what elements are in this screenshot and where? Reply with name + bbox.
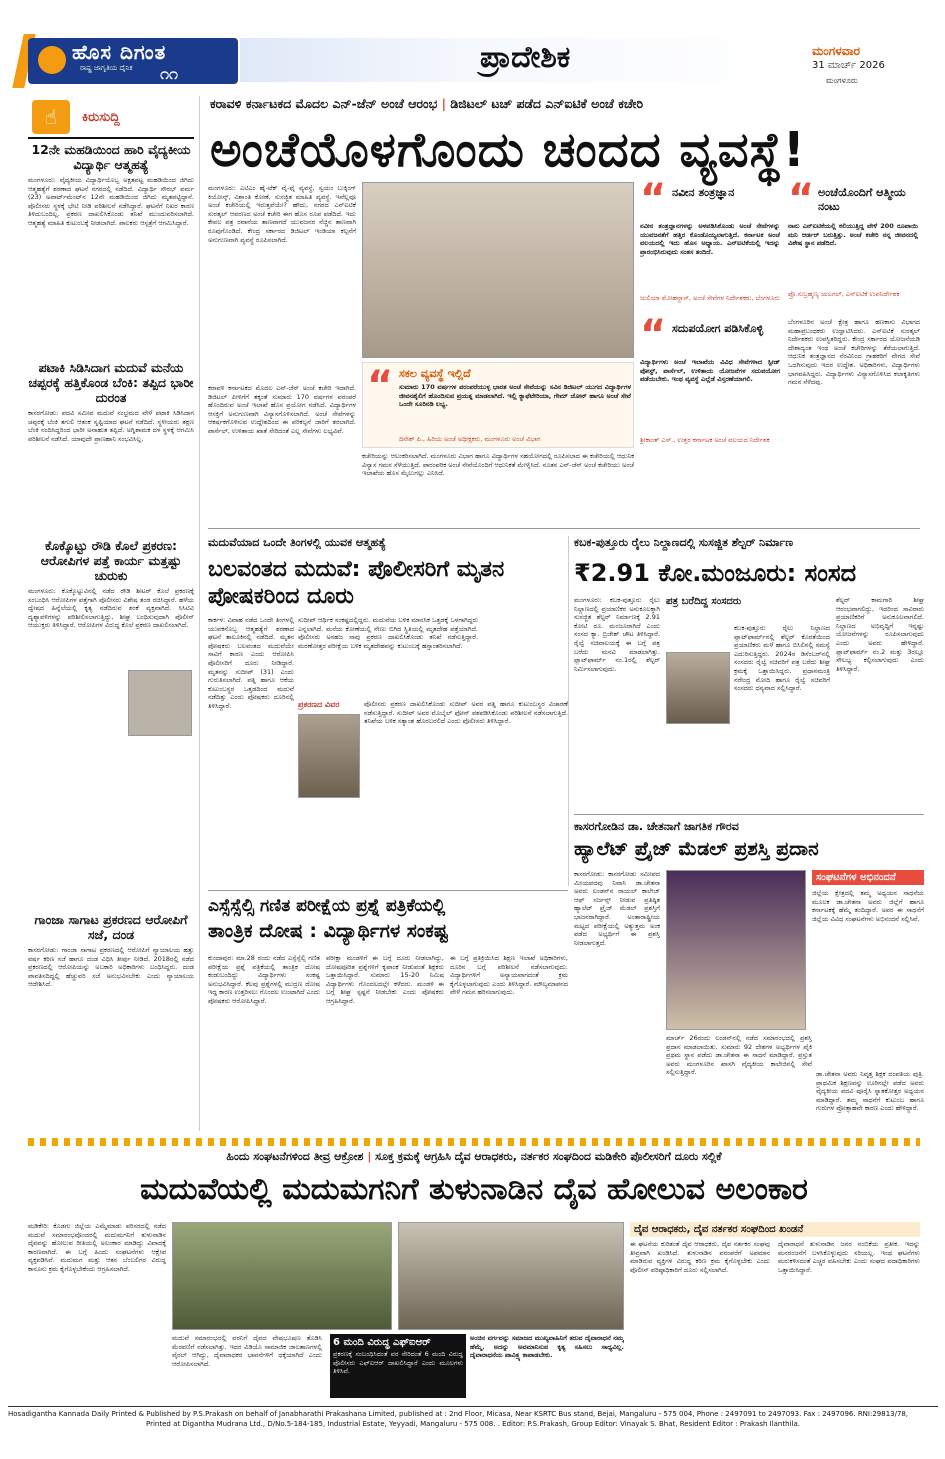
medal-body-3: ಡಾ.ಚೇತನಾ ಅವರು ನಿವೃತ್ತ ಶಿಕ್ಷಕ ದಂಪತಿಯ ಪುತ್ರಿ. ಪ್ರಾಥಮಿಕ ಶಿಕ್ಷಣವನ್ನು ಊರಿನಲ್ಲೇ ಪಡೆದ ಅವರು ವೈದ್ಯಕೀಯ ಪದವಿ ಪೂರೈಸಿ ಸ್ನಾತಕೋತ್ತರ ಅಧ್ಯಯನ ಮಾಡಿದ್ದಾರೆ. ತಮ್ಮ ಸಾಧನೆಗೆ ಕುಟುಂಬ ಹಾಗೂ ಗುರುಗಳ ಪ್ರೋತ್ಸಾಹವೇ ಕಾರಣ ಎಂದು ಹೇಳಿದ್ದಾರೆ.	[816, 1070, 924, 1113]
marriage-body-2: ಸುದೀಪ್ ಆರ್ಥಿಕ ಸಂಕಷ್ಟದಲ್ಲಿದ್ದರು. ಮದುವೆಯ ಬಳಿಕ ಮಾನಸಿಕ ಒತ್ತಡಕ್ಕೆ ಒಳಗಾಗಿದ್ದರು ಎನ್ನಲಾಗಿದೆ. ಮನೆಯ ಕೋಣೆಯಲ್ಲಿ ನೇಣು ಬಿಗಿದ ಸ್ಥಿತಿಯಲ್ಲಿ ಮೃತದೇಹ ಪತ್ತೆಯಾಗಿದೆ. ಪೊಲೀಸರು ಅಸಹಜ ಸಾವು ಪ್ರಕರಣ ದಾಖಲಿಸಿಕೊಂಡು ತನಿಖೆ ನಡೆಸುತ್ತಿದ್ದಾರೆ. ಮರಣೋತ್ತರ ಪರೀಕ್ಷೆಯ ಬಳಿಕ ಮೃತದೇಹವನ್ನು ಕುಟುಂಬಕ್ಕೆ ಹಸ್ತಾಂತರಿಸಲಾಗಿದೆ.	[298, 616, 478, 650]
quote-icon: “	[367, 363, 394, 409]
page-number: ೧೧	[160, 64, 178, 83]
quote-byline: ಶ್ರೀಕಾಂತ್ ಎಸ್., ಉತ್ತರ ಕರ್ನಾಟಕ ಅಂಚೆ ವಲಯದ ನಿರ್ದೇಶಕ	[640, 436, 770, 444]
award-photo	[666, 870, 806, 1030]
quote-text: ವಿದ್ಯಾರ್ಥಿಗಳು ಅಂಚೆ ಇಲಾಖೆಯ ವಿವಿಧ ಸೇವೆಗಳಾದ ಸ್ಪೀಡ್ ಪೋಸ್ಟ್, ಪಾರ್ಸೆಲ್, ಉಳಿತಾಯ ಯೋಜನೆಗಳ ಸದುಪಯೋಗ ಪಡೆಯಬೇಕು. ಇಂಥ ವ್ಯವಸ್ಥೆ ಎಲ್ಲೆಡೆ ವಿಸ್ತರಣೆಯಾಗಲಿ.	[640, 358, 780, 384]
quote-title: ಸದುಪಯೋಗ ಪಡಿಸಿಕೊಳ್ಳಿ	[672, 322, 764, 335]
kiru-story-headline: ಗಾಂಜಾ ಸಾಗಾಟ ಪ್ರಕರಣದ ಆರೋಪಿಗೆ ಸಜೆ, ದಂಡ	[34, 912, 188, 942]
marriage-subhead: ಪ್ರಕರಣದ ವಿವರ	[298, 700, 340, 709]
bottom-body-2: ಮದುವೆ ಸಮಾರಂಭದಲ್ಲಿ ವರನಿಗೆ ದೈವದ ವೇಷಭೂಷಣ ತೊಡಿಸಿ ಮೆರವಣಿಗೆ ನಡೆಸಲಾಗಿತ್ತು. ಇದರ ವಿಡಿಯೊ ಸಾಮಾಜಿಕ ಜಾಲತಾಣಗಳಲ್ಲಿ ವೈರಲ್ ಆಗಿದ್ದು, ದೈವಾರಾಧಕರ ಭಾವನೆಗಳಿಗೆ ಧಕ್ಕೆಯಾಗಿದೆ ಎಂದು ಆರೋಪಿಸಲಾಗಿದೆ.	[172, 1334, 322, 1368]
lead-body-1: ಮಂಗಳೂರು: ಎಟಿಎಂ ಹೈ-ಟೆಕ್ ವೈ-ಫೈ ವ್ಯವಸ್ಥೆ, ಸ್ವಯಂ ಬುಕ್ಕಿಂಗ್ ಕಿಯೋಸ್ಕ್, ವಿಶ್ರಾಂತಿ ಕೋಣೆ, ಸುಸಜ್ಜಿತ ಮಾಹಿತಿ ವ್ಯವಸ್ಥೆ. ಇವೆಲ್ಲವೂ ಅಂಚೆ ಕಚೇರಿಯಲ್ಲಿ ಇರುತ್ತವೆಯೇ? ಹೌದು, ನಗರದ ಎನ್ಐಟಿಕೆ ಸುರತ್ಕಲ್ ಆವರಣದ ಅಂಚೆ ಕಚೇರಿ ಈಗ ಹೊಸ ರೂಪ ಪಡೆದಿದೆ. ಇದು ಕೇವಲ ಪತ್ರ ರವಾನೆಯ ತಾಣವಾಗದೆ ಯುವಜನರ ನೆಚ್ಚಿನ ತಾಣವಾಗಿ ರೂಪುಗೊಂಡಿದೆ. ಕೇಂದ್ರ ಸರ್ಕಾರದ ಡಿಜಿಟಲ್ ಇಂಡಿಯಾ ಕಲ್ಪನೆಗೆ ಅನುಗುಣವಾಗಿ ವ್ಯವಸ್ಥೆ ರೂಪಿಸಲಾಗಿದೆ.	[208, 184, 356, 244]
main-quote-text: ಸುಮಾರು 170 ವರ್ಷಗಳ ಪರಂಪರೆಯುಳ್ಳ ಭಾರತ ಅಂಚೆ ಸೇವೆಯನ್ನು ಸವಿನ ಡಿಜಿಟಲ್ ಯುಗದ ವಿದ್ಯಾರ್ಥಿಗಳ ಜೀವನಶೈಲಿಗೆ ಹೊಂದಿಸುವ ಪ್ರಯತ್ನ ಮಾಡಲಾಗಿದೆ. ಇಲ್ಲಿ ಕ್ಯಾಫೆಟೇರಿಯಾ, ಗೇಮ್ ಜೋನ್ ಹಾಗೂ ಅಂಚೆ ಸೇವೆ ಒಂದೇ ಸೂರಿನಡಿ ಲಭ್ಯ.	[399, 383, 631, 409]
paper-tagline: ರಾಷ್ಟ್ರ ಜಾಗೃತಿಯ ದೈನಿಕ	[80, 64, 133, 72]
marriage-kicker: ಮದುವೆಯಾದ ಒಂದೇ ತಿಂಗಳಲ್ಲಿ ಯುವಕ ಆತ್ಮಹತ್ಯೆ	[208, 536, 386, 549]
main-quote-byline: ದಿನೇಶ್ ಪಿ., ಹಿರಿಯ ಅಂಚೆ ಅಧೀಕ್ಷಕರು, ಮಂಗಳೂರು ಅಂಚೆ ವಿಭಾಗ	[399, 435, 541, 443]
kiru-story-body: ಕಾಸರಗೋಡು: ಗಾಂಜಾ ಸಾಗಾಟ ಪ್ರಕರಣದಲ್ಲಿ ಆರೋಪಿಗೆ ನ್ಯಾಯಾಲಯ ಹತ್ತು ವರ್ಷ ಕಠಿಣ ಸಜೆ ಹಾಗೂ ದಂಡ ವಿಧಿಸಿ ತೀರ್ಪು ನೀಡಿದೆ. 2018ರಲ್ಲಿ ನಡೆದ ಪ್ರಕರಣದಲ್ಲಿ ಆರೋಪಿಯನ್ನು ಅಬಕಾರಿ ಅಧಿಕಾರಿಗಳು ಬಂಧಿಸಿದ್ದರು. ದಂಡ ಪಾವತಿಸದಿದ್ದಲ್ಲಿ ಹೆಚ್ಚುವರಿ ಸಜೆ ಅನುಭವಿಸಬೇಕು ಎಂದು ನ್ಯಾಯಾಲಯ ಆದೇಶಿಸಿದೆ.	[28, 946, 194, 989]
victim-photo	[298, 714, 360, 798]
medal-kicker: ಕಾಸರಗೋಡಿನ ಡಾ. ಚೇತನಾಗೆ ಜಾಗತಿಕ ಗೌರವ	[574, 820, 739, 833]
exam-body-1: ಕುಂದಾಪುರ: ಮಾ.28 ರಂದು ನಡೆದ ಎಸ್ಸೆಸ್ಸೆಲ್ಸಿ ಗಣಿತ ಪರೀಕ್ಷೆಯ ಪ್ರಶ್ನೆ ಪತ್ರಿಕೆಯಲ್ಲಿ ತಾಂತ್ರಿಕ ದೋಷ ಕಂಡುಬಂದಿದ್ದು ವಿದ್ಯಾರ್ಥಿಗಳು ಸಂಕಷ್ಟ ಅನುಭವಿಸಿದ್ದಾರೆ. ಕೆಲವು ಪ್ರಶ್ನೆಗಳಲ್ಲಿ ಮುದ್ರಣ ದೋಷ ಇದ್ದ ಕಾರಣ ಉತ್ತರಿಸಲು ಗೊಂದಲ ಉಂಟಾಗಿದೆ ಎಂದು ಪೋಷಕರು ಆರೋಪಿಸಿದ್ದಾರೆ.	[208, 954, 320, 1005]
main-quote-box	[362, 362, 634, 448]
footer-line-1: Hosadigantha Kannada Daily Printed & Published by P.S.Prakash on behalf of Janabharathi Prakashana Limited, published at : 2nd Floor, Micasa, Near KSRTC Bus stand, Bejai, Mangaluru - 575 004, Phone : 2497091 to 2497093. Fax : 2497096. RNI:29813/78,	[8, 1410, 909, 1418]
quote-box-3	[788, 176, 918, 308]
bottom-body-1: ಮಡಿಕೇರಿ: ಕೊಡಗು ಜಿಲ್ಲೆಯ ಎಮ್ಮೆಮಾಡು ಪರಿಸರದಲ್ಲಿ ನಡೆದ ಮದುವೆ ಸಮಾರಂಭವೊಂದರಲ್ಲಿ ಮದುಮಗನಿಗೆ ತುಳುನಾಡಿನ ದೈವವನ್ನು ಹೋಲುವ ರೀತಿಯಲ್ಲಿ ಅಲಂಕಾರ ಮಾಡಿದ್ದು ವಿವಾದಕ್ಕೆ ಕಾರಣವಾಗಿದೆ. ಈ ಬಗ್ಗೆ ಹಿಂದು ಸಂಘಟನೆಗಳು ಆಕ್ಷೇಪ ವ್ಯಕ್ತಪಡಿಸಿವೆ. ಮದುಮಗ ಮತ್ತು ಆತನ ಬೆಂಬಲಿಗರ ವಿರುದ್ಧ ಕಾನೂನು ಕ್ರಮ ಕೈಗೊಳ್ಳಬೇಕೆಂದು ಆಗ್ರಹಿಸಲಾಗಿದೆ.	[28, 1222, 166, 1273]
lead-kicker-right: ಡಿಜಿಟಲ್ ಟಚ್ ಪಡೆದ ಎನ್ಐಟಿಕೆ ಅಂಚೆ ಕಚೇರಿ	[450, 96, 644, 111]
lead-body-4: ಬೆಂಗಳೂರಿನ ಅಂಚೆ ಕ್ಷೇತ್ರ ಹಾಗೂ ಹಣಕಾಸು ವಿಭಾಗದ ಮಹಾಪ್ರಬಂಧಕರು ಉದ್ಘಾಟಿಸಿದರು. ಎನ್ಐಟಿಕೆ ಸುರತ್ಕಲ್ ನಿರ್ದೇಶಕರು ಉಪಸ್ಥಿತರಿದ್ದರು. ಕೇಂದ್ರ ಸರ್ಕಾರದ ಯೋಜನೆಯಡಿ ದೇಶಾದ್ಯಂತ ಇಂಥ ಅಂಚೆ ಕಚೇರಿಗಳನ್ನು ತೆರೆಯಲಾಗುತ್ತಿದೆ. ಆಧುನಿಕ ತಂತ್ರಜ್ಞಾನದ ನೆರವಿನಿಂದ ಗ್ರಾಹಕರಿಗೆ ವೇಗದ ಸೇವೆ ಒದಗಿಸುವುದು ಇದರ ಉದ್ದೇಶ. ಅಧಿಕಾರಿಗಳು, ವಿದ್ಯಾರ್ಥಿಗಳು ಭಾಗವಹಿಸಿದ್ದರು. ವಿದ್ಯಾರ್ಥಿಗಳು ವಿನ್ಯಾಸಗೊಳಿಸಿದ ಕಲಾಕೃತಿಗಳು ಗಮನ ಸೆಳೆದವು.	[788, 318, 920, 387]
bottom-kicker-left: ಹಿಂದು ಸಂಘಟನೆಗಳಿಂದ ತೀವ್ರ ಆಕ್ರೋಶ	[226, 1150, 364, 1163]
railway-body-1: ಮಂಗಳೂರು: ಕಬಕ-ಪುತ್ತೂರು ರೈಲು ನಿಲ್ದಾಣದಲ್ಲಿ ಪ್ರಯಾಣಿಕರ ಅನುಕೂಲಕ್ಕಾಗಿ ಸುಸಜ್ಜಿತ ಶೆಲ್ಟರ್ ನಿರ್ಮಾಣಕ್ಕೆ 2.91 ಕೋಟಿ ರೂ. ಮಂಜೂರಾಗಿದೆ ಎಂದು ಸಂಸದ ಕ್ಯಾ. ಬ್ರಿಜೇಶ್ ಚೌಟ ತಿಳಿಸಿದ್ದಾರೆ. ರೈಲ್ವೆ ಸಚಿವಾಲಯಕ್ಕೆ ಈ ಬಗ್ಗೆ ಪತ್ರ ಬರೆದು ಮನವಿ ಮಾಡಲಾಗಿತ್ತು. ಪ್ಲಾಟ್‌ಫಾರ್ಮ್ ನಂ.1ರಲ್ಲಿ ಶೆಲ್ಟರ್ ನಿರ್ಮಿಸಲಾಗುವುದು.	[574, 596, 660, 673]
quote-text: ನಾನು ಎನ್ಐಟಿಕೆಯಲ್ಲಿ ಕಲಿಯುತ್ತಿದ್ದ ವೇಳೆ 200 ರೂಪಾಯಿ ಮನಿ ಆರ್ಡರ್ ಬರುತ್ತಿತ್ತು. ಅಂಚೆ ಕಚೇರಿ ನನ್ನ ಜೀವನದಲ್ಲಿ ವಿಶೇಷ ಸ್ಥಾನ ಪಡೆದಿದೆ.	[788, 222, 918, 248]
bottom-right-head: ದೈವ ಆರಾಧಕರು, ದೈವ ನರ್ತಕರ ಸಂಘದಿಂದ ಖಂಡನೆ	[630, 1222, 920, 1237]
quote-icon: “	[640, 312, 667, 358]
kiru-story-body: ಮಂಗಳೂರು: ವೈದ್ಯಕೀಯ ವಿದ್ಯಾರ್ಥಿಯೊಬ್ಬ ಅಕ್ಷತಪಟ್ಟ ಮಹಡಿಯಿಂದ ಜಿಗಿದು ಆತ್ಮಹತ್ಯೆಗೆ ಶರಣಾದ ಘಟನೆ ನಗರದಲ್ಲಿ ನಡೆದಿದೆ. ವಿದ್ಯಾರ್ಥಿ ಸೌರಭ್ ವರ್ಮ (23) ಅಪಾರ್ಟ್‌ಮೆಂಟ್‌ನ 12ನೇ ಮಹಡಿಯಿಂದ ಜಿಗಿದು ಮೃತಪಟ್ಟಿದ್ದಾನೆ. ಪೊಲೀಸರು ಸ್ಥಳಕ್ಕೆ ಭೇಟಿ ನೀಡಿ ಪರಿಶೀಲನೆ ನಡೆಸಿದ್ದಾರೆ. ಘಟನೆಗೆ ನಿಖರ ಕಾರಣ ತಿಳಿದುಬಂದಿಲ್ಲ. ಪ್ರಕರಣ ದಾಖಲಿಸಿಕೊಂಡು ತನಿಖೆ ಮುಂದುವರಿಸಲಾಗಿದೆ. ಆತ್ಮಹತ್ಯೆ ಮಾಹಿತಿ ಕುಟುಂಬಕ್ಕೆ ನೀಡಲಾಗಿದೆ. ಪಾಲಕರು ಆಸ್ಪತ್ರೆಗೆ ಆಗಮಿಸಿದ್ದಾರೆ.	[28, 176, 194, 227]
column-rule	[199, 96, 200, 1131]
medal-box-title: ಸಂಘಟನೆಗಳ ಅಭಿನಂದನೆ	[812, 870, 924, 885]
lead-kicker-left: ಕರಾವಳಿ ಕರ್ನಾಟಕದ ಮೊದಲ ಎನ್-ಜೆನ್ ಅಂಚೆ ಆರಂಭ	[210, 96, 438, 111]
bottom-right-body-1: ಈ ಘಟನೆಯ ಕುರಿತಂತೆ ದೈವ ಆರಾಧಕರು, ದೈವ ನರ್ತಕರ ಸಂಘವು ತೀವ್ರವಾಗಿ ಖಂಡಿಸಿದೆ. ತುಳುನಾಡಿನ ಪರಂಪರೆಗೆ ಅಪಮಾನ ಮಾಡಿರುವ ವ್ಯಕ್ತಿಗಳ ವಿರುದ್ಧ ಕಠಿಣ ಕ್ರಮ ಕೈಗೊಳ್ಳಬೇಕು ಎಂದು ಪೊಲೀಸ್ ವರಿಷ್ಠಾಧಿಕಾರಿಗೆ ದೂರು ಸಲ್ಲಿಸಲಾಗಿದೆ.	[630, 1240, 770, 1274]
marriage-body-1: ಕಾರ್ಕಳ: ವಿವಾಹ ನಡೆದ ಒಂದೇ ತಿಂಗಳಲ್ಲಿ ಯುವಕನೊಬ್ಬ ಆತ್ಮಹತ್ಯೆಗೆ ಶರಣಾದ ಘಟನೆ ತಾಲೂಕಿನಲ್ಲಿ ನಡೆದಿದೆ. ಮೃತನ ಪೋಷಕರು ಬಲವಂತದ ಮದುವೆಯೇ ಸಾವಿಗೆ ಕಾರಣ ಎಂದು ಆರೋಪಿಸಿ ಪೊಲೀಸರಿಗೆ ದೂರು ನೀಡಿದ್ದಾರೆ. ಮೃತನನ್ನು ಸುದೀಪ್ (31) ಎಂದು ಗುರುತಿಸಲಾಗಿದೆ. ಪತ್ನಿ ಹಾಗೂ ಆಕೆಯ ಕುಟುಂಬಸ್ಥರ ಒತ್ತಡದಿಂದ ಮದುವೆ ನಡೆದಿತ್ತು ಎಂದು ಪೋಷಕರು ದೂರಿನಲ್ಲಿ ತಿಳಿಸಿದ್ದಾರೆ.	[208, 616, 294, 710]
kiru-story-body: ಕಾಸರಗೋಡು: ಪದವಿ ಸಮೀಪ ಮದುವೆ ಸಂಭ್ರಮದ ವೇಳೆ ಪಟಾಕಿ ಸಿಡಿಸಿದಾಗ ಚಪ್ಪರಕ್ಕೆ ಬೆಂಕಿ ತಗುಲಿ ಆತಂಕ ಸೃಷ್ಟಿಯಾದ ಘಟನೆ ನಡೆದಿದೆ. ಸ್ಥಳೀಯರು ತಕ್ಷಣ ಬೆಂಕಿ ನಂದಿಸಿದ್ದರಿಂದ ಭಾರೀ ಅನಾಹುತ ತಪ್ಪಿದೆ. ಅಗ್ನಿಶಾಮಕ ದಳ ಸ್ಥಳಕ್ಕೆ ಆಗಮಿಸಿ ಪರಿಶೀಲನೆ ನಡೆಸಿದೆ. ಯಾವುದೇ ಪ್ರಾಣಹಾನಿ ಸಂಭವಿಸಿಲ್ಲ.	[28, 409, 194, 443]
kiru-story-1	[28, 142, 194, 370]
paper-name: ಹೊಸ ದಿಗಂತ	[72, 40, 167, 64]
inauguration-photo	[362, 182, 634, 358]
mp-photo	[666, 652, 730, 724]
quote-text: ನವೀನ ತಂತ್ರಜ್ಞಾನಗಳನ್ನು ಅಳವಡಿಸಿಕೊಂಡು ಅಂಚೆ ಸೇವೆಗಳನ್ನು ಯುವಜನತೆಗೆ ಹತ್ತಿರ ಕೊಂಡೊಯ್ಯಲಾಗುತ್ತಿದೆ. ಕರ್ನಾಟಕ ಅಂಚೆ ವಲಯದಲ್ಲಿ ಇದು ಹೊಸ ಅಧ್ಯಾಯ. ಎನ್ಐಟಿಕೆಯಲ್ಲಿ ಇದನ್ನು ಪ್ರಾರಂಭಿಸಿರುವುದು ಸಂತಸ ತಂದಿದೆ.	[640, 222, 780, 256]
bottom-headline: ಮದುವೆಯಲ್ಲಿ ಮದುಮಗನಿಗೆ ತುಳುನಾಡಿನ ದೈವ ಹೋಲುವ ಅಲಂಕಾರ	[140, 1172, 808, 1207]
quote-title: ಅಂಚೆಯೊಂದಿಗೆ ಆತ್ಮೀಯ ನಂಟು	[818, 186, 906, 213]
marriage-body-3: ಪೊಲೀಸರು ಪ್ರಕರಣ ದಾಖಲಿಸಿಕೊಂಡು ಸುದೀಪ್ ಅವರ ಪತ್ನಿ ಹಾಗೂ ಕುಟುಂಬಸ್ಥರ ವಿಚಾರಣೆ ನಡೆಸುತ್ತಿದ್ದಾರೆ. ಸುದೀಪ್ ಅವರ ಮೊಬೈಲ್ ಫೋನ್ ವಶಪಡಿಸಿಕೊಂಡು ಪರಿಶೀಲನೆ ನಡೆಸಲಾಗುತ್ತಿದೆ. ತನಿಖೆಯ ಬಳಿಕ ಸತ್ಯಾಂಶ ಹೊರಬರಲಿದೆ ಎಂದು ಪೊಲೀಸರು ತಿಳಿಸಿದ್ದಾರೆ.	[364, 700, 568, 726]
bottom-quote: ಅಂಚಿನ ವರ್ಗವನ್ನು ಸಮಾಜದ ಮುಖ್ಯವಾಹಿನಿಗೆ ತರುವ ದೈವಾರಾಧನೆ ನಮ್ಮ ಹೆಮ್ಮೆ. ಅದನ್ನು ಅವಮಾನಿಸುವ ಕೃತ್ಯ ಸಹಿಸಲು ಸಾಧ್ಯವಿಲ್ಲ. ದೈವಾರಾಧನೆಯ ಪಾವಿತ್ರ್ಯ ಕಾಪಾಡಬೇಕು.	[470, 1334, 624, 1360]
kiru-story-body: ಮಂಗಳೂರು: ಕೊಕ್ಕೊಟ್ಟುವಿನಲ್ಲಿ ನಡೆದ ರೌಡಿ ಶೀಟರ್ ಕೊಲೆ ಪ್ರಕರಣಕ್ಕೆ ಸಂಬಂಧಿಸಿ ಆರೋಪಿಗಳ ಪತ್ತೆಗಾಗಿ ಪೊಲೀಸರು ವಿಶೇಷ ತಂಡ ರಚಿಸಿದ್ದಾರೆ. ಹಳೆಯ ದ್ವೇಷದ ಹಿನ್ನೆಲೆಯಲ್ಲಿ ಕೃತ್ಯ ನಡೆದಿರುವ ಶಂಕೆ ವ್ಯಕ್ತವಾಗಿದೆ. ಸಿಸಿಟಿವಿ ದೃಶ್ಯಾವಳಿಗಳನ್ನು ಪರಿಶೀಲಿಸಲಾಗುತ್ತಿದ್ದು, ಶೀಘ್ರ ಬಂಧಿಸುವುದಾಗಿ ಪೊಲೀಸ್ ಆಯುಕ್ತರು ತಿಳಿಸಿದ್ದಾರೆ. ಆರೋಪಿಗಳ ವಿರುದ್ಧ ಕೊಲೆ ಪ್ರಕರಣ ದಾಖಲಿಸಲಾಗಿದೆ.	[28, 587, 194, 630]
railway-headline: ₹2.91 ಕೋ.ಮಂಜೂರು: ಸಂಸದ	[574, 559, 857, 587]
bottom-kicker-right: ಸೂಕ್ತ ಕ್ರಮಕ್ಕೆ ಆಗ್ರಹಿಸಿ ದೈವ ಆರಾಧಕರು, ನರ್ತಕರ ಸಂಘದಿಂದ ಮಡಿಕೇರಿ ಪೊಲೀಸರಿಗೆ ದೂರು ಸಲ್ಲಿಕೆ	[375, 1150, 722, 1163]
fir-badge-title: 6 ಮಂದಿ ವಿರುದ್ಧ ಎಫ್ಐಆರ್	[333, 1337, 431, 1348]
column-rule	[568, 536, 569, 886]
railway-body-3: ಶೆಲ್ಟರ್ ಕಾಮಗಾರಿ ಶೀಘ್ರ ಆರಂಭವಾಗಲಿದ್ದು, ಇದರಿಂದ ಸಾವಿರಾರು ಪ್ರಯಾಣಿಕರಿಗೆ ಅನುಕೂಲವಾಗಲಿದೆ. ನಿಲ್ದಾಣದ ಅಭಿವೃದ್ಧಿಗೆ ಇನ್ನಷ್ಟು ಯೋಜನೆಗಳನ್ನು ರೂಪಿಸಲಾಗುವುದು ಎಂದು ಅವರು ಹೇಳಿದ್ದಾರೆ. ಪ್ಲಾಟ್‌ಫಾರ್ಮ್ ನಂ.2 ಮತ್ತು 3ರಲ್ಲೂ ಸೌಲಭ್ಯ ಕಲ್ಪಿಸಲಾಗುವುದು ಎಂದು ತಿಳಿಸಿದ್ದಾರೆ.	[836, 596, 924, 673]
logo-emblem-icon	[38, 46, 66, 74]
exam-body-3: ಈ ಬಗ್ಗೆ ಪ್ರತಿಕ್ರಿಯಿಸಿದ ಶಿಕ್ಷಣ ಇಲಾಖೆ ಅಧಿಕಾರಿಗಳು, ದೂರಿನ ಬಗ್ಗೆ ಪರಿಶೀಲನೆ ನಡೆಸಲಾಗುವುದು. ವಿದ್ಯಾರ್ಥಿಗಳಿಗೆ ಅನ್ಯಾಯವಾಗದಂತೆ ಕ್ರಮ ಕೈಗೊಳ್ಳಲಾಗುವುದು ಎಂದು ತಿಳಿಸಿದ್ದಾರೆ. ಮೌಲ್ಯಮಾಪನದ ವೇಳೆ ಗಮನ ಹರಿಸಲಾಗುವುದು.	[450, 954, 568, 997]
lead-headline: ಅಂಚೆಯೊಳಗೊಂದು ಚಂದದ ವ್ಯವಸ್ಥೆ!	[210, 122, 806, 178]
kiru-story-headline: 12ನೇ ಮಹಡಿಯಿಂದ ಹಾರಿ ವೈದ್ಯಕೀಯ ವಿದ್ಯಾರ್ಥಿ ಆತ್ಮಹತ್ಯೆ	[31, 142, 191, 172]
railway-kicker: ಕಬಕ-ಪುತ್ತೂರು ರೈಲು ನಿಲ್ದಾಣದಲ್ಲಿ ಸುಸಜ್ಜಿತ ಶೆಲ್ಟರ್ ನಿರ್ಮಾಣ	[574, 536, 794, 549]
exam-headline: ತಾಂತ್ರಿಕ ದೋಷ : ವಿದ್ಯಾರ್ಥಿಗಳ ಸಂಕಷ್ಟ	[208, 920, 449, 942]
quote-title: ನವೀನ ತಂತ್ರಜ್ಞಾನ	[672, 186, 735, 199]
divider	[208, 528, 920, 529]
lead-body-3: ಕಚೇರಿಯನ್ನು ಆಲಂಕರಿಸಲಾಗಿದೆ. ಮಂಗಳೂರು ವಿಭಾಗ ಹಾಗೂ ವಿದ್ಯಾರ್ಥಿಗಳ ಸಹಯೋಗದಲ್ಲಿ ರೂಪಿಸಲಾದ ಈ ಕಚೇರಿಯಲ್ಲಿ ಆಧುನಿಕ ವಿನ್ಯಾಸ ಗಮನ ಸೆಳೆಯುತ್ತಿದೆ. ಪಾರಂಪರಿಕ ಅಂಚೆ ಸೇವೆಯೊಂದಿಗೆ ಆಧುನಿಕತೆ ಮೇಳೈಸಿದೆ. ನೂತನ ಎನ್-ಜೆನ್ ಅಂಚೆ ಕಚೇರಿಯು ಅಂಚೆ ಇಲಾಖೆಯ ಹೊಸ ಮೈಲುಗಲ್ಲು ಎನಿಸಿದೆ.	[362, 452, 634, 478]
railway-box-title: ಪತ್ರ ಬರೆದಿದ್ದ ಸಂಸದರು	[666, 596, 742, 607]
bottom-kicker: ಹಿಂದು ಸಂಘಟನೆಗಳಿಂದ ತೀವ್ರ ಆಕ್ರೋಶ | ಸೂಕ್ತ ಕ್ರಮಕ್ಕೆ ಆಗ್ರಹಿಸಿ ದೈವ ಆರಾಧಕರು, ನರ್ತಕರ ಸಂಘದಿಂದ ಮಡಿಕೇರಿ ಪೊಲೀಸರಿಗೆ ದೂರು ಸಲ್ಲಿಕೆ	[226, 1150, 722, 1163]
kiru-story-3	[28, 538, 194, 669]
quote-icon: “	[640, 176, 667, 222]
masthead-logo	[28, 38, 238, 84]
section-title: ಪ್ರಾದೇಶಿಕ	[480, 40, 571, 75]
medal-box-body: ಜಿಲ್ಲೆಯ ಕ್ಷೇತ್ರದಲ್ಲಿ ತಮ್ಮ ಅಧ್ಯಯನ ಸಾಧನೆಯ ಮೂಲಕ ಡಾ.ಚೇತನಾ ಅವರು ಜಿಲ್ಲೆಗೆ ಹಾಗೂ ಕರ್ನಾಟಕಕ್ಕೆ ಹೆಮ್ಮೆ ತಂದಿದ್ದಾರೆ. ಅವರ ಈ ಸಾಧನೆಗೆ ಜಿಲ್ಲೆಯ ವಿವಿಧ ಸಂಘಟನೆಗಳು ಅಭಿನಂದನೆ ಸಲ್ಲಿಸಿವೆ.	[812, 889, 924, 923]
medal-headline: ಹ್ಯಾಲೆಟ್ ಪ್ರೈಜ್ ಮೆಡಲ್ ಪ್ರಶಸ್ತಿ ಪ್ರದಾನ	[574, 838, 819, 860]
medal-body-1: ಕಾಸರಗೋಡು: ಕಾಸರಗೋಡು ಸಮೀಪದ ಮೀಯಪದವು ನಿವಾಸಿ ಡಾ.ಚೇತನಾ ಅವರು ಲಂಡನ್‌ನ ರಾಯಲ್ ಕಾಲೇಜ್ ಆಫ್ ಸರ್ಜನ್ಸ್ ನೀಡುವ ಪ್ರತಿಷ್ಠಿತ ಹ್ಯಾಲೆಟ್ ಪ್ರೈಜ್ ಮೆಡಲ್ ಪ್ರಶಸ್ತಿಗೆ ಭಾಜನರಾಗಿದ್ದಾರೆ. ಅಂತಾರಾಷ್ಟ್ರೀಯ ಮಟ್ಟದ ಪರೀಕ್ಷೆಯಲ್ಲಿ ಅತ್ಯುತ್ತಮ ಅಂಕ ಪಡೆದ ಅಭ್ಯರ್ಥಿಗೆ ಈ ಪ್ರಶಸ್ತಿ ನೀಡಲಾಗುತ್ತದೆ.	[574, 870, 660, 947]
medal-box	[812, 870, 924, 1066]
kirusuddi-title: ಕಿರುಸುದ್ದಿ	[82, 110, 120, 125]
fir-badge-text: ಪ್ರಕರಣಕ್ಕೆ ಸಂಬಂಧಿಸಿದಂತೆ ವರ ಸೇರಿದಂತೆ 6 ಮಂದಿ ವಿರುದ್ಧ ಪೊಲೀಸರು ಎಫ್ಐಆರ್ ದಾಖಲಿಸಿದ್ದಾರೆ ಎಂದು ಮೂಲಗಳು ತಿಳಿಸಿವೆ.	[333, 1350, 463, 1376]
issue-date: 31 ಮಾರ್ಚ್ 2026	[812, 60, 885, 71]
fir-badge	[330, 1334, 466, 1398]
quote-byline: ಪ್ರೊ.ಸುಬ್ರಹ್ಮಣ್ಯ ಯಲಗಲ್, ಎನ್ಐಟಿಕೆ ಉಪನಿರ್ದೇಶಕ	[788, 290, 900, 298]
lead-body-2: ಕರಾವಳಿ ಕರ್ನಾಟಕದ ಮೊದಲ ಎನ್-ಜೆನ್ ಅಂಚೆ ಕಚೇರಿ ಇದಾಗಿದೆ. ಡಿಜಿಟಲ್ ಪೀಳಿಗೆಗೆ ತಕ್ಕಂತೆ ಸುಮಾರು 170 ವರ್ಷಗಳ ಪರಂಪರೆ ಹೊಂದಿರುವ ಅಂಚೆ ಇಲಾಖೆ ಹೊಸ ಪ್ರಯೋಗ ನಡೆಸಿದೆ. ವಿದ್ಯಾರ್ಥಿಗಳ ಆಸಕ್ತಿಗೆ ಅನುಗುಣವಾಗಿ ವಿನ್ಯಾಸಗೊಳಿಸಲಾಗಿದೆ. ಅಂಚೆ ಸೇವೆಗಳನ್ನು ಆಕರ್ಷಕಗೊಳಿಸುವ ಉದ್ದೇಶದಿಂದ ಈ ಪರಿಕಲ್ಪನೆ ಜಾರಿಗೆ ತರಲಾಗಿದೆ. ಪಾರ್ಸೆಲ್, ಉಳಿತಾಯ ಖಾತೆ ಸೇರಿದಂತೆ ಎಲ್ಲ ಸೇವೆಗಳು ಲಭ್ಯವಿವೆ.	[208, 384, 356, 435]
kiru-story-4	[28, 912, 194, 1136]
footer-rule	[8, 1406, 938, 1407]
kiru-story-2	[28, 360, 194, 529]
medal-body-2: ಮಾರ್ಚ್ 26ರಂದು ಲಂಡನ್‌ನಲ್ಲಿ ನಡೆದ ಸಮಾರಂಭದಲ್ಲಿ ಪ್ರಶಸ್ತಿ ಪ್ರದಾನ ಮಾಡಲಾಯಿತು. ಸುಮಾರು 92 ದೇಶಗಳ ಅಭ್ಯರ್ಥಿಗಳ ಪೈಕಿ ಪ್ರಥಮ ಸ್ಥಾನ ಪಡೆದು ಡಾ.ಚೇತನಾ ಈ ಸಾಧನೆ ಮಾಡಿದ್ದಾರೆ. ಪ್ರಸ್ತುತ ಅವರು ಮಂಗಳೂರಿನ ಖಾಸಗಿ ವೈದ್ಯಕೀಯ ಕಾಲೇಜಿನಲ್ಲಿ ಸೇವೆ ಸಲ್ಲಿಸುತ್ತಿದ್ದಾರೆ.	[666, 1034, 812, 1077]
divider	[208, 890, 568, 891]
quote-box-2	[640, 312, 780, 454]
exam-body-2: ಪರೀಕ್ಷಾ ಮಂಡಳಿಗೆ ಈ ಬಗ್ಗೆ ದೂರು ನೀಡಲಾಗಿದ್ದು, ದೋಷಪೂರಿತ ಪ್ರಶ್ನೆಗಳಿಗೆ ಕೃಪಾಂಕ ನೀಡುವಂತೆ ಶಿಕ್ಷಕರು ಒತ್ತಾಯಿಸಿದ್ದಾರೆ. ಸುಮಾರು 15-20 ನಿಮಿಷ ವಿದ್ಯಾರ್ಥಿಗಳು ಗೊಂದಲದಲ್ಲೇ ಕಳೆದರು. ಮಂಡಳಿ ಈ ಬಗ್ಗೆ ಶೀಘ್ರ ಸ್ಪಷ್ಟನೆ ನೀಡಬೇಕು ಎಂದು ಪೋಷಕರು ಆಗ್ರಹಿಸಿದ್ದಾರೆ.	[326, 954, 444, 1005]
accused-photo	[128, 670, 192, 736]
hand-icon: ☝	[32, 100, 70, 134]
divider	[28, 137, 194, 139]
lead-kicker: ಕರಾವಳಿ ಕರ್ನಾಟಕದ ಮೊದಲ ಎನ್-ಜೆನ್ ಅಂಚೆ ಆರಂಭ | ಡಿಜಿಟಲ್ ಟಚ್ ಪಡೆದ ಎನ್ಐಟಿಕೆ ಅಂಚೆ ಕಚೇರಿ	[210, 96, 644, 111]
complaint-photo	[398, 1222, 624, 1330]
railway-body-2: ಕಬಕ-ಪುತ್ತೂರು ರೈಲು ನಿಲ್ದಾಣದ ಪ್ಲಾಟ್‌ಫಾರ್ಮ್‌ನಲ್ಲಿ ಶೆಲ್ಟರ್ ಕೊರತೆಯಿಂದ ಪ್ರಯಾಣಿಕರು ಮಳೆ ಹಾಗೂ ಬಿಸಿಲಿನಲ್ಲಿ ಸಮಸ್ಯೆ ಎದುರಿಸುತ್ತಿದ್ದರು. 2024ರ ಡಿಸೆಂಬರ್‌ನಲ್ಲಿ ಸಂಸದರು ರೈಲ್ವೆ ಸಚಿವರಿಗೆ ಪತ್ರ ಬರೆದು ಶೀಘ್ರ ಕ್ರಮಕ್ಕೆ ಒತ್ತಾಯಿಸಿದ್ದರು. ಪ್ರಧಾನಮಂತ್ರಿ ನರೇಂದ್ರ ಮೋದಿ ಹಾಗೂ ರೈಲ್ವೆ ಸಚಿವರಿಗೆ ಸಂಸದರು ಧನ್ಯವಾದ ಸಲ್ಲಿಸಿದ್ದಾರೆ.	[734, 624, 830, 693]
groom-photo	[172, 1222, 392, 1330]
quote-box-1	[640, 176, 780, 312]
main-quote-title: ಸಕಲ ವ್ಯವಸ್ಥೆ ಇಲ್ಲಿದೆ	[399, 367, 471, 380]
exam-kicker: ಎಸ್ಸೆಸ್ಸೆಲ್ಸಿ ಗಣಿತ ಪರೀಕ್ಷೆಯ ಪ್ರಶ್ನೆ ಪತ್ರಿಕೆಯಲ್ಲಿ	[208, 896, 446, 916]
edition-place: ಮಂಗಳೂರು	[826, 76, 858, 85]
bottom-deco-bar	[28, 1138, 920, 1146]
footer-line-2: Printed at Digantha Mudrana Ltd., D/No.5-184-185, Industrial Estate, Yeyyadi, Mangaluru - 575 008. . Editor: P.S.Prakash, Group Editor: Vinayak S. Bhat, Resident Editor : Prakash Ilanthila.	[146, 1420, 800, 1428]
kiru-story-headline: ಪಟಾಕಿ ಸಿಡಿಸಿದಾಗ ಮದುವೆ ಮನೆಯ ಚಪ್ಪರಕ್ಕೆ ಹತ್ತಿಕೊಂಡ ಬೆಂಕಿ: ತಪ್ಪಿದ ಭಾರೀ ದುರಂತ	[28, 360, 194, 405]
issue-day: ಮಂಗಳವಾರ	[812, 44, 861, 58]
kiru-story-headline: ಕೊಕ್ಕೊಟ್ಟು ರೌಡಿ ಕೊಲೆ ಪ್ರಕರಣ: ಆರೋಪಿಗಳ ಪತ್ತೆ ಕಾರ್ಯ ಮತ್ತಷ್ಟು ಚುರುಕು	[40, 538, 182, 583]
divider	[574, 814, 924, 815]
quote-icon: “	[788, 176, 815, 222]
bottom-right-body-2: ದೈವಾರಾಧನೆ ತುಳುನಾಡಿನ ಜನರ ನಂಬಿಕೆಯ ಪ್ರತೀಕ. ಇದನ್ನು ಮನರಂಜನೆಗೆ ಬಳಸಿಕೊಳ್ಳುವುದು ಸರಿಯಲ್ಲ. ಇಂಥ ಘಟನೆಗಳು ಮರುಕಳಿಸದಂತೆ ಎಚ್ಚರ ವಹಿಸಬೇಕು ಎಂದು ಸಂಘದ ಪದಾಧಿಕಾರಿಗಳು ಒತ್ತಾಯಿಸಿದ್ದಾರೆ.	[778, 1240, 920, 1274]
marriage-headline: ಬಲವಂತದ ಮದುವೆ: ಪೊಲೀಸರಿಗೆ ಮೃತನ ಪೋಷಕರಿಂದ ದೂರು	[208, 557, 505, 609]
quote-byline: ಜುಲಿಯಾ ಮೋಹನ್ದಾಸ್, ಅಂಚೆ ಸೇವೆಗಳ ನಿರ್ದೇಶಕರು, ಬೆಂಗಳೂರು	[640, 294, 780, 302]
